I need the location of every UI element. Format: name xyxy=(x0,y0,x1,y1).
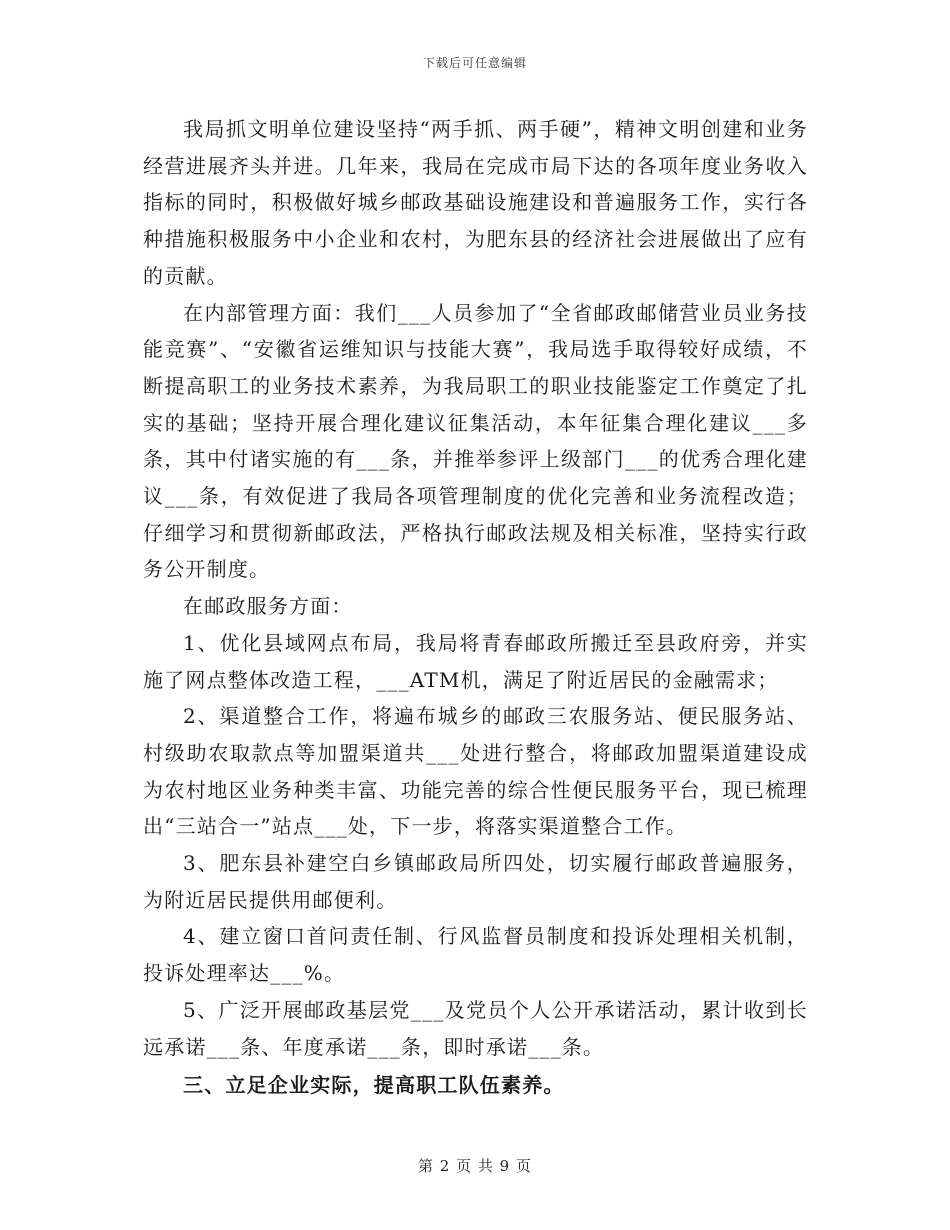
page-number-footer: 第 2 页 共 9 页 xyxy=(418,1157,532,1175)
list-item-4: 4、建立窗口首问责任制、行风监督员制度和投诉处理相关机制，投诉处理率达___%。 xyxy=(143,924,808,986)
section-heading: 三、立足企业实际，提高职工队伍素养。 xyxy=(183,1073,565,1098)
document-body xyxy=(143,111,808,1104)
paragraph-postal-service-intro: 在邮政服务方面： xyxy=(183,594,353,619)
paragraph-civilization: 我局抓文明单位建设坚持“两手抓、两手硬”，精神文明创建和业务经营进展齐头并进。几年来，我局在完成市局下达的各项年度业务收入指标的同时，积极做好城乡邮政基础设施建设和普遍服务工作，实行各种措施积极服务中小企业和农村，为肥东县的经济社会进展做出了应有的贡献。 xyxy=(143,117,808,288)
list-item-3: 3、肥东县补建空白乡镇邮政局所四处，切实履行邮政普遍服务，为附近居民提供用邮便利。 xyxy=(143,851,808,912)
list-item-1: 1、优化县域网点布局，我局将青春邮政所搬迁至县政府旁，并实施了网点整体改造工程，___ATM机，满足了附近居民的金融需求； xyxy=(143,630,808,692)
list-item-5: 5、广泛开展邮政基层党___及党员个人公开承诺活动，累计收到长远承诺___条、年度承诺___条，即时承诺___条。 xyxy=(143,997,808,1059)
page-header: 下载后可任意编辑 xyxy=(422,56,527,70)
list-item-2: 2、渠道整合工作，将遍布城乡的邮政三农服务站、便民服务站、村级助农取款点等加盟渠道共___处进行整合，将邮政加盟渠道建设成为农村地区业务种类丰富、功能完善的综合性便民服务平台，现已梳理出“三站合一”站点___处，下一步，将落实渠道整合工作。 xyxy=(143,704,808,839)
paragraph-internal-management: 在内部管理方面：我们___人员参加了“全省邮政邮储营业员业务技能竞赛”、“安徽省运维知识与技能大赛”，我局选手取得较好成绩，不断提高职工的业务技术素养，为我局职工的职业技能鉴定工作奠定了扎实的基础；坚持开展合理化建议征集活动，本年征集合理化建议___多条，其中付诸实施的有___条，并推举参评上级部门___的优秀合理化建议___条，有效促进了我局各项管理制度的优化完善和业务流程改造；仔细学习和贯彻新邮政法，严格执行邮政法规及相关标准，坚持实行政务公开制度。 xyxy=(143,300,808,582)
